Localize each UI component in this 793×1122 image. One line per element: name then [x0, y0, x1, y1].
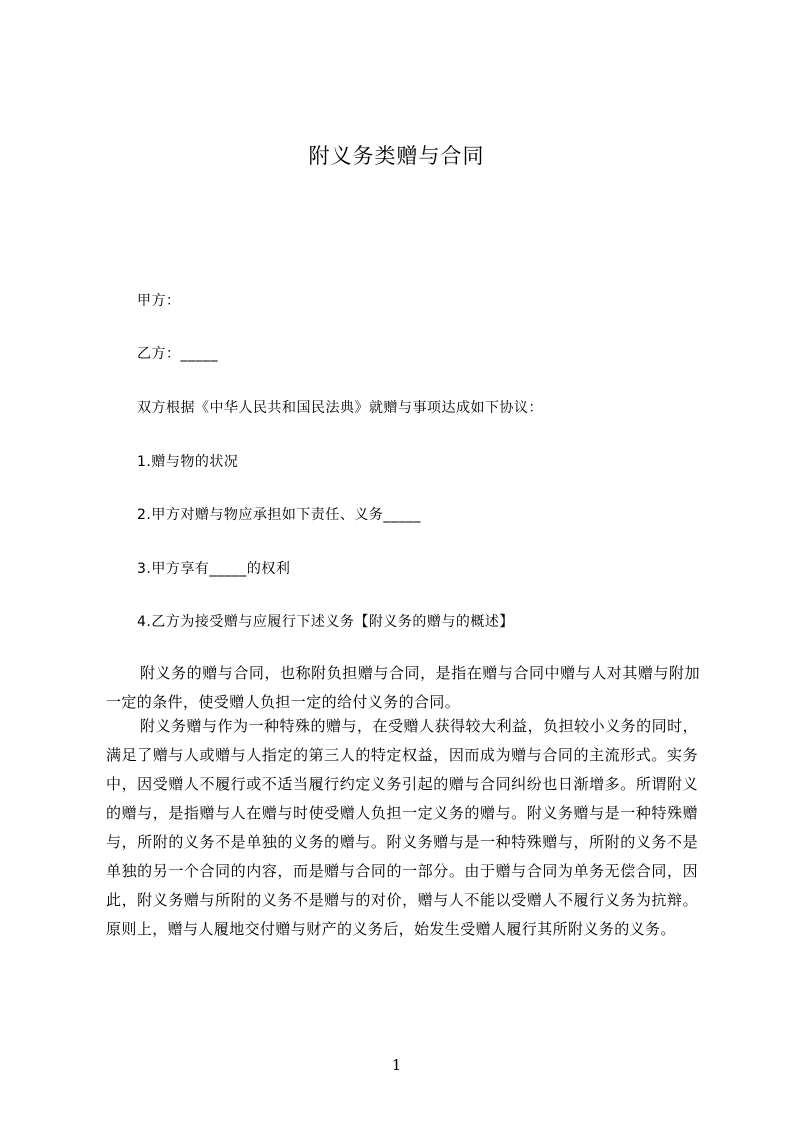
explanation-paragraph: 附义务赠与作为一种特殊的赠与，在受赠人获得较大利益，负担较小义务的同时，满足了赠与人或赠与人指定的第三人的特定权益，因而成为赠与合同的主流形式。实务中，因受赠人不履行或不适当履行约定义务引起的赠与合同纠纷也日渐增多。所谓附义的赠与，是指赠与人在赠与时使受赠人负担一定义务的赠与。附义务赠与是一种特殊赠与，所附的义务不是单独的义务的赠与。附义务赠与是一种特殊赠与，所附的义务不是单独的另一个合同的内容，而是赠与合同的一部分。由于赠与合同为单务无偿合同，因此，附义务赠与所附的义务不是赠与的对价，赠与人不能以受赠人不履行义务为抗辩。原则上，赠与人履地交付赠与财产的义务后，始发生受赠人履行其所附义务的义务。 — [106, 717, 698, 938]
document-title: 附义务类赠与合同 — [308, 144, 485, 168]
clause-2: 2.甲方对赠与物应承担如下责任、义务_____ — [137, 507, 421, 523]
clause-4: 4.乙方为接受赠与应履行下述义务【附义务的赠与的概述】 — [137, 614, 514, 630]
definition-paragraph: 附义务的赠与合同，也称附负担赠与合同，是指在赠与合同中赠与人对其赠与附加一定的条件，使受赠人负担一定的给付义务的合同。 — [106, 664, 700, 711]
agreement-intro: 双方根据《中华人民共和国民法典》就赠与事项达成如下协议： — [137, 400, 543, 416]
page-number: 1 — [391, 1056, 402, 1074]
clause-3: 3.甲方享有_____的权利 — [137, 561, 291, 577]
party-a-line: 甲方： — [137, 293, 181, 309]
party-b-line: 乙方：_____ — [137, 346, 218, 362]
clause-1: 1.赠与物的状况 — [137, 454, 239, 470]
